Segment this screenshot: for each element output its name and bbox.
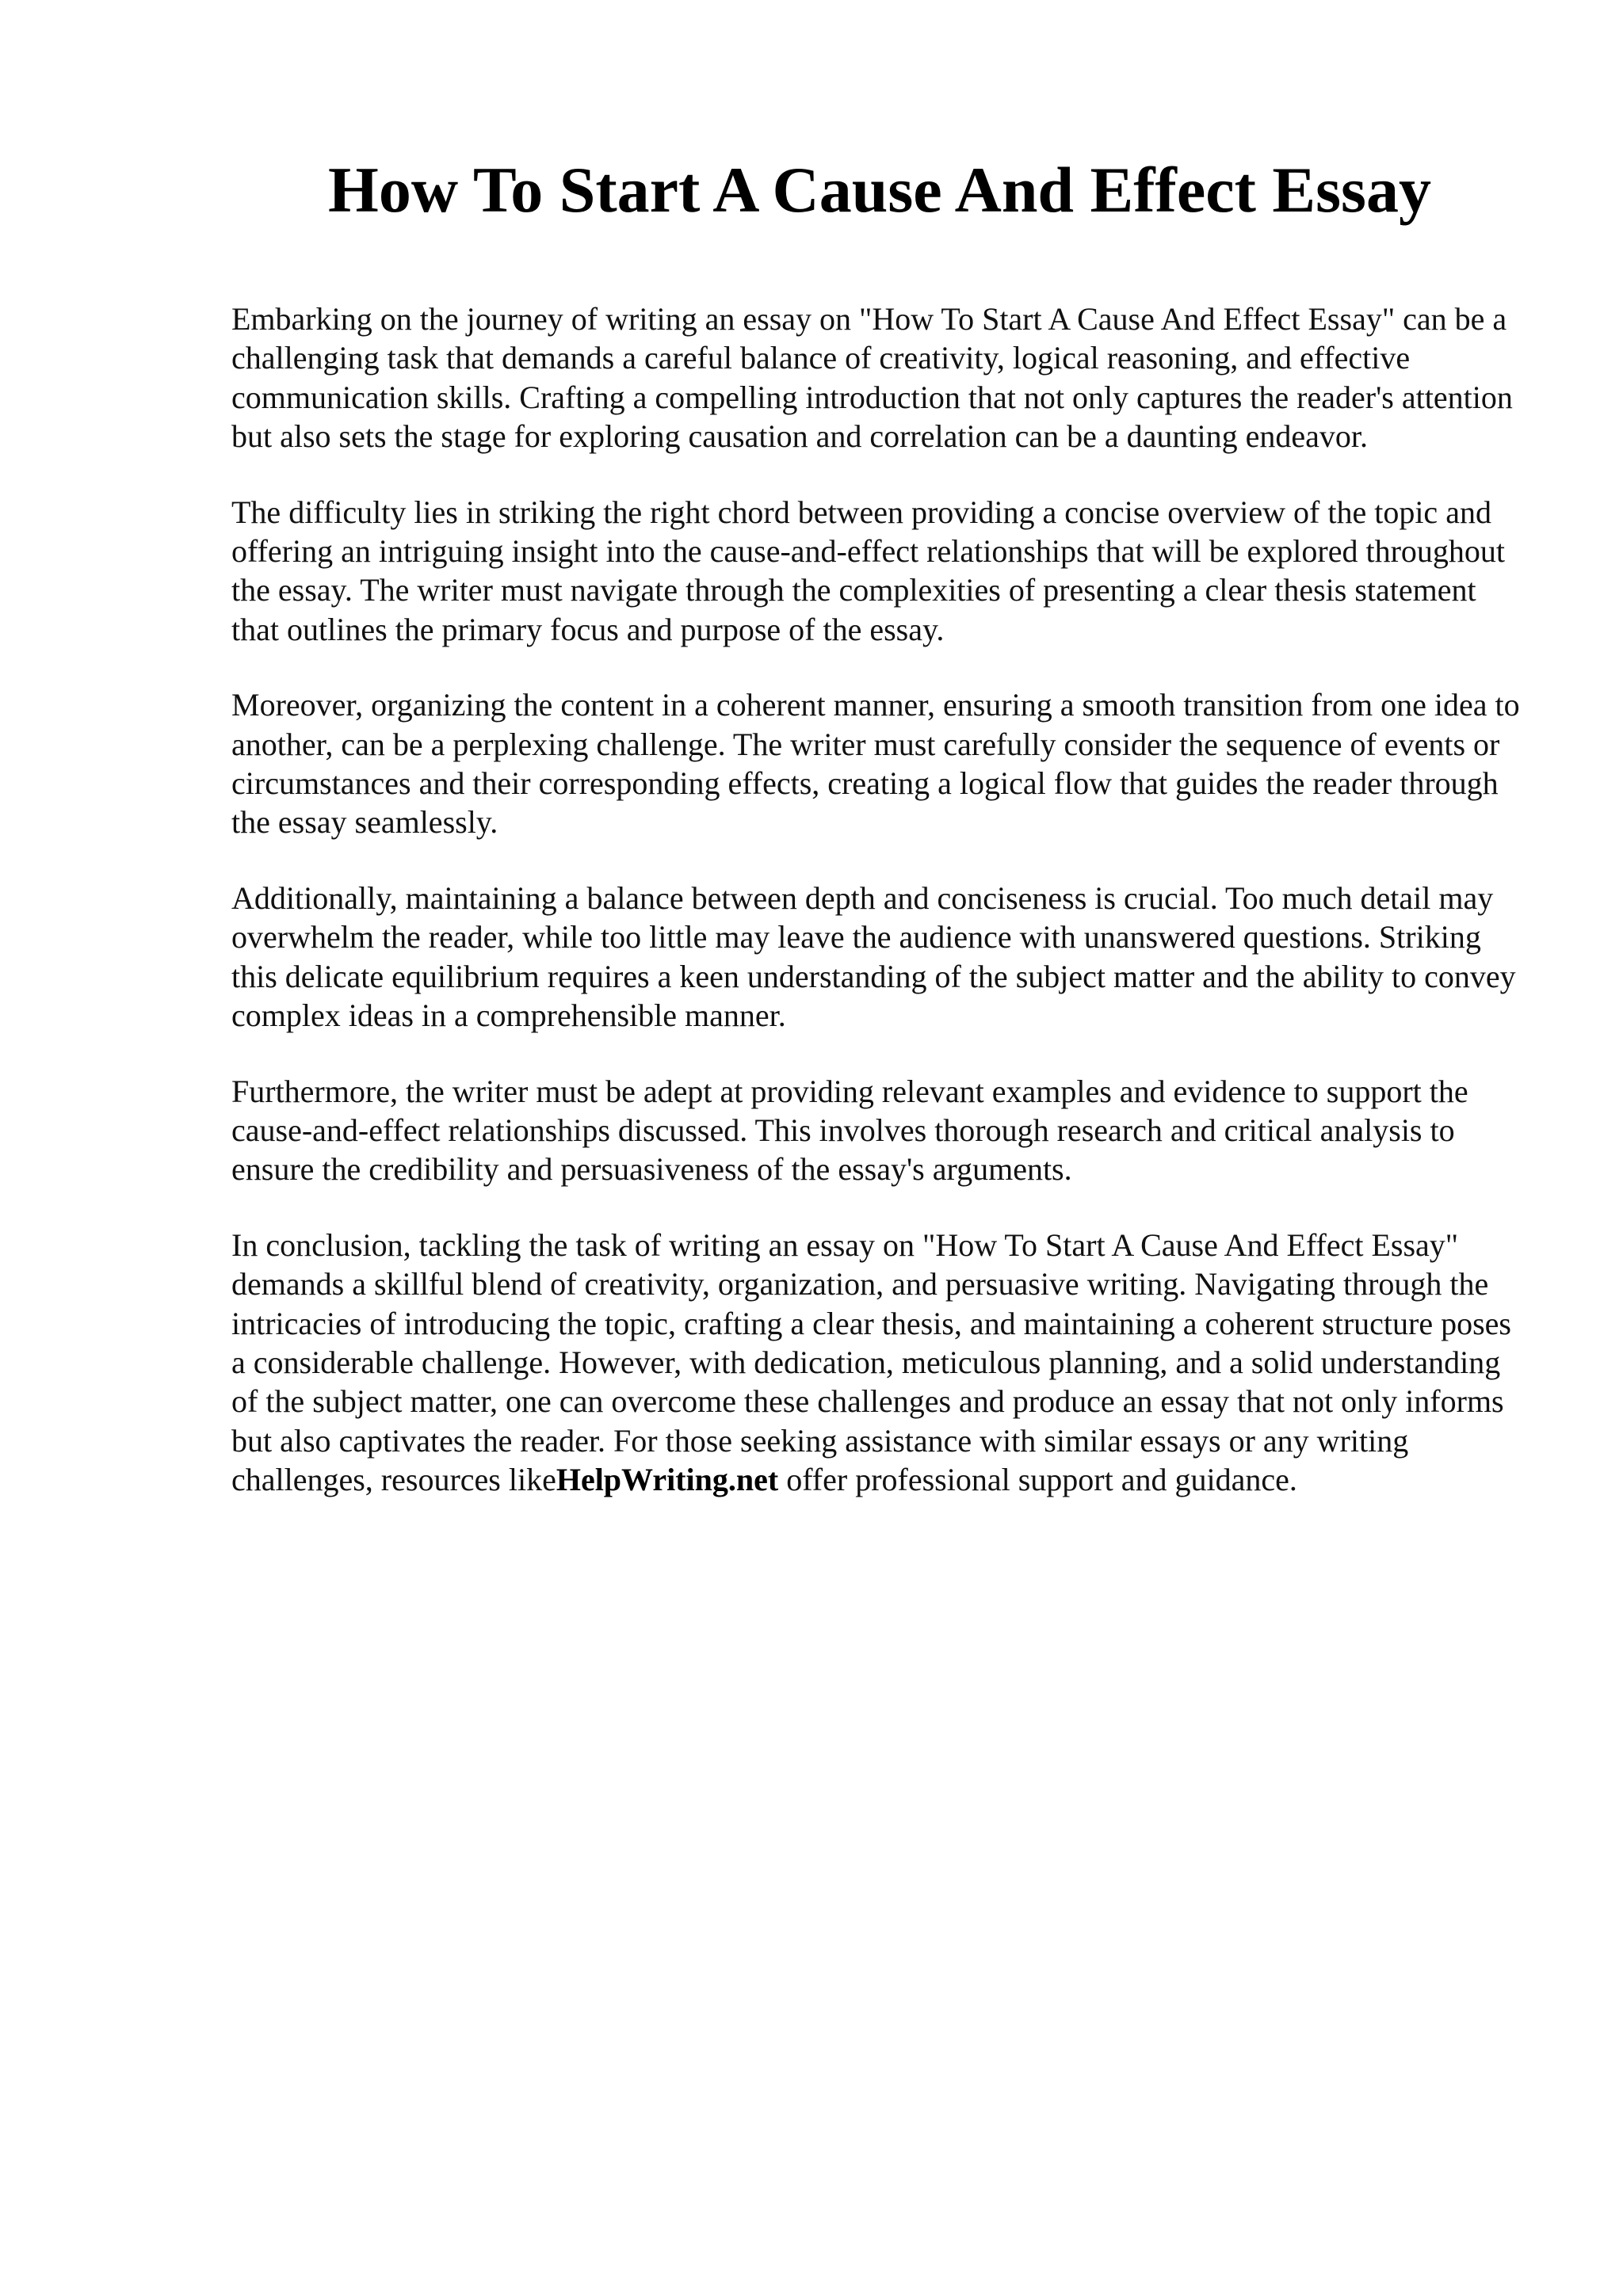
helpwriting-link[interactable]: HelpWriting.net (556, 1462, 779, 1498)
document-body (231, 299, 1531, 1536)
paragraph-intro: Embarking on the journey of writing an essay on "How To Start A Cause And Effect Essay" can be a challenging task that demands a careful balance of creativity, logical reasoning, and effective communication skills. Crafting a compelling introduction that not only captures the reader's attention but also sets the stage for exploring causation and correlation can be a daunting endeavor. (231, 301, 1513, 455)
paragraph-conclusion (231, 1226, 1531, 1500)
paragraph-organizing: Moreover, organizing the content in a coherent manner, ensuring a smooth transition from one idea to another, can be a perplexing challenge. The writer must carefully consider the sequence of events or circumstances and their corresponding effects, creating a logical flow that guides the reader through the essay seamlessly. (231, 687, 1520, 841)
paragraph-examples: Furthermore, the writer must be adept at providing relevant examples and evidence to support the cause-and-effect relationships discussed. This involves thorough research and critical analysis to ensure the credibility and persuasiveness of the essay's arguments. (231, 1073, 1468, 1188)
document-title: How To Start A Cause And Effect Essay (328, 154, 1431, 226)
paragraph-difficulty: The difficulty lies in striking the right chord between providing a concise overview of the topic and offering an intriguing insight into the cause-and-effect relationships that will be explored throughout the essay. The writer must navigate through the complexities of presenting a clear thesis statement that outlines the primary focus and purpose of the essay. (231, 494, 1506, 647)
conclusion-text: In conclusion, tackling the task of writing an essay on "How To Start A Cause And Effect Essay" demands a skillful blend of creativity, organization, and persuasive writing. Navigating through the intricacies of introducing the topic, crafting a clear thesis, and maintaining a coherent structure poses a considerable challenge. However, with dedication, meticulous planning, and a solid understanding of the subject matter, one can overcome these challenges and produce an essay that not only informs but also captivates the reader. For those seeking assistance with similar essays or any writing challenges, resources like (231, 1226, 1511, 1498)
conclusion-ending-text: offer professional support and guidance. (778, 1462, 1297, 1498)
paragraph-balance: Additionally, maintaining a balance between depth and conciseness is crucial. Too much detail may overwhelm the reader, while too little may leave the audience with unanswered questions. Striking this delicate equilibrium requires a keen understanding of the subject matter and the ability to convey complex ideas in a comprehensible manner. (231, 879, 1516, 1034)
